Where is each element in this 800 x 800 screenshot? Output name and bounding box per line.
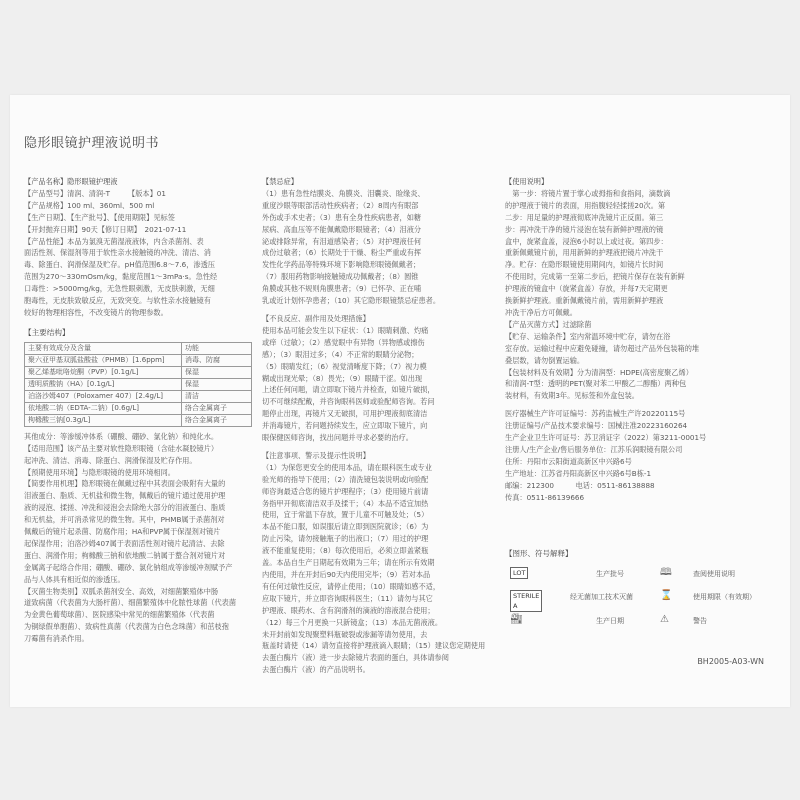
warnings-line: 瓶盖时请使（14）请勿直接将护理液滴入眼睛；（15）建议您定期使用	[262, 641, 486, 651]
table-row	[25, 414, 252, 426]
contraindications-line: 发性化学药品等特殊环境下影响隐形眼镜佩戴者；	[262, 260, 421, 270]
symbol-label: 查阅使用说明	[693, 570, 735, 578]
usage-line: 换新鲜护理液。重新佩戴镜片前，需用新鲜护理液	[505, 296, 664, 306]
registration-line: 注册证编号/产品技术要求编号：国械注准20223160264	[505, 421, 688, 431]
warnings-line: 【注意事项、警示及提示性说明】	[262, 450, 370, 460]
symbol-label: 警告	[693, 617, 707, 625]
book-icon: 🕮	[660, 567, 672, 578]
usage-line: 步：再冲洗干净的镜片浸泡在装有新鲜护理液的镜	[505, 224, 664, 234]
warnings-line: 未开封前如发现聚塑料瓶破裂或渗漏等请勿使用，去	[262, 629, 428, 639]
usage-line: 第一步：将镜片置于掌心或拇指和食指间，滴数滴	[505, 188, 671, 198]
symbol-label: 使用期限（有效期）	[693, 593, 756, 601]
performance-line: 胞毒性，无皮肤致敏反应，无致突变。与软性亲水接触镜有	[24, 296, 211, 306]
info-line: 【产品型号】清润、清润-T 【版本】01	[24, 188, 166, 198]
body-line: 其他成分：等渗缓冲体系（硼酸、硼砂、氯化钠）和纯化水。	[24, 431, 219, 441]
table-cell: 透明质酸钠（HA）[0.1g/L]	[25, 378, 182, 390]
body-line: 【适用范围】该产品主要对软性隐形眼镜（含硅水凝胶镜片）	[24, 443, 219, 453]
body-line: 【预期使用环境】与隐形眼镜的使用环境相同。	[24, 467, 175, 477]
usage-line: 不使用时，完成第一至第二步后，把镜片保存在装有新鲜	[505, 272, 685, 282]
warnings-line: 务指甲开彻底清洁双手及揉干；（4）本品不适宜加热	[262, 498, 429, 508]
ingredients-table	[24, 342, 252, 427]
table-row	[25, 390, 252, 402]
sterile-symbol: STERILE A	[510, 590, 542, 612]
usage-line: 重新佩戴镜片前，用用新鲜的护理液把镜片冲洗干	[505, 248, 664, 258]
body-line: 金属离子起络合作用；硼酸、硼砂、氯化钠组成等渗缓冲剂赋予产	[24, 562, 233, 572]
warnings-line: 有任何过敏性反应，请停止使用；（10）眼睛如感不适，	[262, 581, 441, 591]
usage-line: 【贮存、运输条件】室内常温环境中贮存，请勿在浴	[505, 331, 671, 341]
column-left	[24, 172, 252, 645]
adverse-line: 糊或出现光晕；（8）畏光；（9）眼睛干涩。如出现	[262, 373, 423, 383]
registration-line: 生产企业卫生许可证号：苏卫消证字（2022）第3211-0001号	[505, 433, 707, 443]
info-line: 【产品名称】隐形眼镜护理液	[24, 177, 118, 186]
contraindications-line: 成份过敏者；（6）长期处于干燥、粉尘严重或有挥	[262, 248, 422, 258]
column-right	[505, 172, 775, 503]
contraindications-line: （7）服用药物影响接触镜成功佩戴者；（8）圆锥	[262, 272, 419, 282]
warnings-line: 内使用，并在开封后90天内使用完毕；（9）若对本品	[262, 570, 431, 579]
contraindications-line: 重度沙眼等眼部活动性疾病者；（2）8周内有眼部	[262, 200, 419, 210]
factory-icon: 🏭︎	[510, 614, 523, 625]
warnings-line: 防止污染，请勿接触瓶子的出液口；（7）用过的护理	[262, 534, 429, 544]
warnings-line: 本品不能口服，如误服后请立即到医院就诊；（6）为	[262, 522, 429, 532]
performance-line: 较好的物理相容性，不改变镜片的物理参数。	[24, 307, 168, 317]
info-line: 【生产日期】、【生产批号】、【使用期限】见标签	[24, 212, 175, 222]
adverse-line: 感）；（3）眼泪过多；（4）不正常的眼睛分泌物；	[262, 349, 419, 359]
warnings-line: 液不能重复使用；（8）每次使用后，必须立即盖紧瓶	[262, 546, 429, 556]
contraindications-line: 乳或近计划怀孕患者；（10）其它隐形眼镜禁忌症患者。	[262, 296, 441, 306]
body-line: 起保湿作用；泊洛沙姆407属于表面活性剂对镜片起清洁、去除	[24, 538, 225, 548]
adverse-line: 并消毒镜片，若问题持续发生，应立即取下镜片，向	[262, 421, 428, 431]
usage-line: 的护理液于镜片的表面，用指腹轻轻揉搓20次。第	[505, 200, 666, 210]
usage-line: 【使用说明】	[505, 177, 549, 186]
table-header-row	[25, 342, 252, 354]
document-title: 隐形眼镜护理液说明书	[24, 136, 160, 151]
contraindications-line: 泌或排除异常，有泪道感染者；（5）对护理液任何	[262, 236, 422, 246]
registration-line: 邮编：212300 电话：0511-86138888	[505, 480, 655, 490]
usage-line: 【产品灭菌方式】过滤除菌	[505, 319, 592, 329]
performance-line: 面活性剂、保湿剂等用于软性亲水接触镜的冲洗、清洁、消	[24, 248, 211, 258]
body-line: 为铜绿假单胞菌）、致病性真菌（代表菌为白色念珠菌）和茁枝孢	[24, 622, 229, 632]
warnings-line: （12）每三个月更换一只新镜盒；（13）本品无菌液液。	[262, 617, 443, 627]
adverse-line: 或痒（过敏）；（2）感觉眼中有异物（异物感或擦伤	[262, 337, 425, 347]
warnings-line: 去蛋白酶片（液）的产品说明书。	[262, 665, 370, 675]
table-cell: 依地酸二钠（EDTA-二钠）[0.6g/L]	[25, 402, 182, 414]
table-cell: 枸橼酸三钠[0.3g/L]	[25, 414, 182, 426]
document-code: BH2005-A03-WN	[697, 657, 764, 666]
adverse-line: （5）眼睛发红；（6）视觉清晰度下降；（7）视力模	[262, 361, 427, 371]
contraindications-line: 【禁忌症】	[262, 177, 298, 186]
warnings-line: 师咨询最适合您的镜片护理程序；（3）使用镜片前请	[262, 486, 429, 496]
registration-line: 住所：丹阳市云阳街道高新区中兴路6号	[505, 456, 632, 466]
body-line: 泪液蛋白、脂质、无机盐和微生物，佩戴后的镜片通过使用护理	[24, 491, 226, 501]
usage-line: 装材料，有效期3年。见标签和外盒包装。	[505, 391, 639, 401]
warnings-line: 护理液、眼药水、含有润滑剂的滴液的溶液混合使用；	[262, 605, 435, 615]
column-middle	[262, 172, 494, 676]
info-line: 【产品规格】100 ml、360ml、500 ml	[24, 200, 155, 210]
usage-line: 【包装材料及有效期】分为清润型：HDPE(高密度聚乙烯）	[505, 367, 693, 377]
table-cell: 清洁	[182, 390, 252, 402]
body-line: 【简要作用机理】隐形眼镜在佩戴过程中其表面会吸附有大量的	[24, 479, 226, 489]
warnings-line: 去蛋白酶片（液）进一步去除镜片表面的蛋白，具体请参阅	[262, 653, 449, 663]
adverse-line: 题停止出现，再镜片又无破损，可用护理液彻底清洁	[262, 409, 428, 419]
table-header-cell: 功能	[182, 342, 252, 354]
body-line: 和无机盐，并可消杀常见的微生物。其中，PHMB属于杀菌剂对	[24, 515, 225, 525]
lot-symbol: LOT	[510, 567, 528, 579]
registration-line: 传真：0511-86139666	[505, 492, 585, 502]
symbol-label: 经无菌加工技术灭菌	[570, 593, 633, 601]
body-line: 液的浸泡、揉搓、冲洗和浸泡会去除绝大部分的泪液蛋白、脂质	[24, 503, 226, 513]
hourglass-icon: ⌛	[660, 590, 673, 601]
table-cell: 消毒、防腐	[182, 354, 252, 366]
performance-line: 口毒性：>5000mg/kg，无急性眼刺激，无皮肤刺激，无细	[24, 284, 215, 294]
body-line: 【灭菌生物类别】双胍杀菌剂安全、高效，对细菌繁殖体中肠	[24, 586, 219, 596]
table-cell: 保湿	[182, 366, 252, 378]
performance-line: 范围为270～330mOsm/kg，黏度范围1～3mPa·s。急性经	[24, 272, 218, 282]
table-cell: 保湿	[182, 378, 252, 390]
table-cell: 聚六亚甲基双胍盐酸盐（PHMB）[1.6ppm]	[25, 354, 182, 366]
usage-line: 室存放。运输过程中应避免碰撞，请勿超过产品外包装箱的堆	[505, 343, 700, 353]
symbol-label: 生产批号	[596, 570, 624, 578]
warnings-line: 应取下镜片，并立即咨询眼科医生；（11）请勿与其它	[262, 593, 433, 603]
symbol-label: 生产日期	[596, 617, 624, 625]
registration-line: 医疗器械生产许可证编号：苏药监械生产许20220115号	[505, 409, 686, 419]
usage-line: 盒中，旋紧盒盖，浸泡6小时以上或过夜。第四步：	[505, 236, 668, 246]
adverse-line: 【不良反应、副作用及处理措施】	[262, 313, 370, 323]
registration-line: 生产地址：江苏省丹阳高新区中兴路6号B栋-1	[505, 468, 652, 478]
warning-icon: ⚠	[660, 614, 669, 625]
table-cell: 泊洛沙姆407（Poloxamer 407）[2.4g/L]	[25, 390, 182, 402]
warnings-line: （1）为保您更安全的使用本品，请在眼科医生或专业	[262, 462, 432, 472]
usage-line: 二步：用足量的护理液彻底冲洗镜片正反面。第三	[505, 212, 664, 222]
usage-line: 叠层数，请勿倒置运输。	[505, 355, 585, 365]
adverse-line: 使用本品可能会发生以下症状：（1）眼睛刺激、灼痛	[262, 325, 429, 335]
body-line: 刀霉菌有消杀作用。	[24, 634, 89, 644]
performance-line: 毒、除蛋白、润滑保湿及贮存。pH值范围6.8～7.6，渗透压	[24, 260, 215, 270]
table-row	[25, 378, 252, 390]
warnings-line: 使用，宜于常温下存放，置于儿童不可触及处；（5）	[262, 510, 429, 520]
table-cell: 络合金属离子	[182, 402, 252, 414]
table-cell: 络合金属离子	[182, 414, 252, 426]
performance-line: 【产品性能】本品为氯溴无菌湿液液体，内含杀菌剂、表	[24, 236, 204, 246]
info-line: 【开封抛弃日期】90天【修订日期】 2021-07-11	[24, 224, 187, 234]
warnings-line: 验光师的指导下使用；（2）清洗镜包装说明或向验配	[262, 474, 429, 484]
adverse-line: 切不可继续配戴，并咨询眼科医师或验配师咨询。若问	[262, 397, 435, 407]
table-cell: 聚乙烯基吡咯烷酮（PVP）[0.1g/L]	[25, 366, 182, 378]
body-line: 蛋白、润滑作用；枸橼酸三钠和依地酸二钠属于螯合剂对镜片对	[24, 550, 226, 560]
body-line: 为金黄色葡萄球菌）、医院感染中常见的细菌繁殖体（代表菌	[24, 610, 215, 620]
symbols-title: 【图形、符号解释】	[505, 549, 573, 558]
usage-line: 护理液的镜盒中（旋紧盒盖）存放，并每7天定期更	[505, 284, 668, 294]
adverse-line: 眼保健医师咨询，找出问题并寻求必要的治疗。	[262, 433, 413, 443]
table-row	[25, 354, 252, 366]
body-line: 起冲洗、清洁、消毒、除蛋白、润滑保湿及贮存作用。	[24, 455, 197, 465]
table-row	[25, 366, 252, 378]
registration-line: 注册人/生产企业/售后服务单位：江苏乐润眼镜有限公司	[505, 444, 683, 454]
contraindications-line: 尿病、高血压等不能佩戴隐形眼镜者；（4）泪液分	[262, 224, 422, 234]
usage-line: 和清润-T型：透明的PET(聚对苯二甲酸乙二醇酯）两种包	[505, 379, 687, 389]
ingredients-title: 【主要结构】	[24, 327, 70, 337]
contraindications-line: 角膜或其他不规则角膜患者；（9）已怀孕、正在哺	[262, 284, 422, 294]
body-line: 品与人体具有相近似的渗透压。	[24, 574, 125, 584]
warnings-line: 盖。本品自生产日期起有效期为三年；请在所示有效期	[262, 558, 435, 568]
table-header-cell: 主要有效成分及含量	[25, 342, 182, 354]
contraindications-line: （1）患有急性结膜炎、角膜炎、泪囊炎、睑缘炎、	[262, 188, 425, 198]
body-line: 道致病菌（代表菌为大肠杆菌）、细菌繁殖体中化脓性球菌（代表菌	[24, 598, 237, 608]
contraindications-line: 外伤或手术史者；（3）患有全身性疾病患者，如糖	[262, 212, 422, 222]
usage-line: 净。贮存：在隐形眼镜使用期间内，如镜片长时间	[505, 260, 664, 270]
usage-line: 冲洗干净后方可佩戴。	[505, 307, 577, 317]
table-row	[25, 402, 252, 414]
body-line: 佩戴后的镜片起杀菌、防腐作用；HA和PVP属于保湿剂对镜片	[24, 527, 221, 537]
adverse-line: 上述任何问题，请立即取下镜片并检查，如镜片破损，	[262, 385, 435, 395]
